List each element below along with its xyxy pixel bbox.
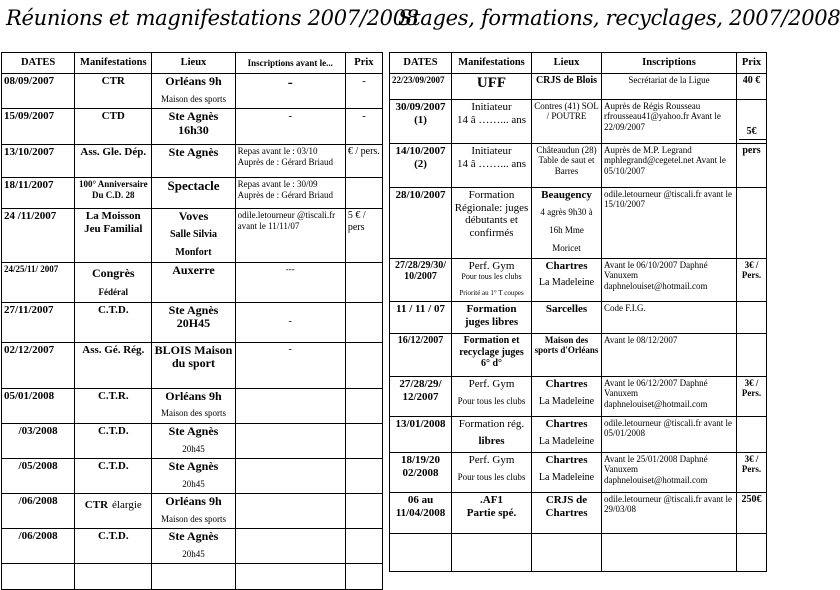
row-date: 27/28/29/ 12/2007: [390, 377, 452, 417]
row-lieu: Beaugency 4 agrès 9h30 à 16h Mme Moricet: [532, 188, 602, 259]
row-date: 27/28/29/30/ 10/2007: [390, 258, 452, 301]
row-manifestation: [452, 534, 532, 572]
table-row: [390, 493, 767, 534]
table-row: [390, 534, 767, 572]
row-date: 13/01/2008: [390, 417, 452, 453]
row-inscription: Secrétariat de la Ligue: [602, 74, 737, 100]
table-row: [2, 529, 383, 564]
row-date: 24/25/11/ 2007: [2, 262, 75, 302]
table-row: [2, 302, 383, 342]
header-inscriptions: Inscriptions avant le...: [235, 53, 345, 74]
row-manifestation: Congrès Fédéral: [75, 262, 152, 302]
row-lieu: Ste Agnès 20h45: [152, 529, 235, 564]
header-prix: Prix: [737, 53, 767, 74]
table-row: [2, 494, 383, 529]
table-row: [390, 377, 767, 417]
row-prix: 3€ / Pers.: [737, 258, 767, 301]
row-manifestation: Formation juges libres: [452, 302, 532, 334]
row-manifestation: CTR élargie: [75, 494, 152, 529]
price-divider: [739, 139, 767, 140]
row-inscription: odile.letourneur @tiscali.fr avant le 15/10/2007: [602, 188, 737, 259]
row-manifestation: Perf. Gym Pour tous les clubs Priorité au 1° T coupes: [452, 258, 532, 301]
row-lieu: Sarcelles: [532, 302, 602, 334]
table-row: [390, 302, 767, 334]
row-prix: [737, 188, 767, 259]
row-lieu: [532, 534, 602, 572]
row-inscription: Repas avant le : 03/10 Auprès de : Gérard Briaud: [235, 145, 345, 178]
header-manifestations: Manifestations: [75, 53, 152, 74]
row-prix: [345, 178, 382, 209]
row-inscription: Avant le 25/01/2008 Daphné Vanuxem daphnelouiset@hotmail.com: [602, 453, 737, 493]
row-date: 06 au 11/04/2008: [390, 493, 452, 534]
row-lieu: BLOIS Maison du sport: [152, 342, 235, 388]
row-inscription: Auprès de Régis Rousseau rfrousseau41@yahoo.fr Avant le 22/09/2007: [602, 100, 737, 144]
row-prix: [345, 494, 382, 529]
row-manifestation: UFF: [452, 74, 532, 100]
row-prix: [345, 423, 382, 458]
row-manifestation: C.T.D.: [75, 423, 152, 458]
row-lieu: [152, 564, 235, 590]
table-row: [2, 564, 383, 590]
row-prix: 40 €: [737, 74, 767, 100]
row-date: 14/10/2007 (2): [390, 144, 452, 188]
left-title: Réunions et magnifestations 2007/2008: [6, 6, 419, 30]
row-lieu: Orléans 9h Maison des sports: [152, 494, 235, 529]
row-date: /03/2008: [2, 423, 75, 458]
row-prix: -: [345, 109, 382, 145]
row-prix: -: [345, 74, 382, 109]
table-row: [390, 258, 767, 301]
row-lieu: Châteaudun (28) Table de saut et Barres: [532, 144, 602, 188]
table-row: [390, 453, 767, 493]
row-prix: [345, 262, 382, 302]
row-manifestation: Initiateur 14 â ……... ans: [452, 144, 532, 188]
row-prix: 3€ / Pers.: [737, 377, 767, 417]
row-date: 18/19/20 02/2008: [390, 453, 452, 493]
table-row: [2, 109, 383, 145]
stages-table: [389, 52, 767, 572]
header-manifestations: Manifestations: [452, 53, 532, 74]
row-date: 11 / 11 / 07: [390, 302, 452, 334]
row-manifestation: CTD: [75, 109, 152, 145]
row-manifestation: CTR: [75, 74, 152, 109]
row-date: 18/11/2007: [2, 178, 75, 209]
reunions-table: [1, 52, 383, 590]
header-inscriptions: Inscriptions: [602, 53, 737, 74]
row-manifestation: Ass. Gé. Rég.: [75, 342, 152, 388]
row-lieu: Chartres La Madeleine: [532, 417, 602, 453]
row-lieu: Ste Agnès 20H45: [152, 302, 235, 342]
table-header-row: [2, 53, 383, 74]
table-row: [2, 388, 383, 423]
row-lieu: Spectacle: [152, 178, 235, 209]
row-date: 02/12/2007: [2, 342, 75, 388]
row-prix: 3€ / Pers.: [737, 453, 767, 493]
row-prix: [737, 334, 767, 377]
row-inscription: [602, 534, 737, 572]
table-row: [390, 417, 767, 453]
row-manifestation: [75, 564, 152, 590]
row-date: 30/09/2007 (1): [390, 100, 452, 144]
row-date: 15/09/2007: [2, 109, 75, 145]
table-row: [2, 423, 383, 458]
row-lieu: Ste Agnès 20h45: [152, 423, 235, 458]
row-prix: [345, 342, 382, 388]
row-date: 08/09/2007: [2, 74, 75, 109]
row-inscription: Repas avant le : 30/09 Auprès de : Gérard Briaud: [235, 178, 345, 209]
row-date: [390, 534, 452, 572]
row-manifestation: C.T.D.: [75, 529, 152, 564]
row-inscription: [235, 388, 345, 423]
row-manifestation: .AF1 Partie spé.: [452, 493, 532, 534]
row-lieu: Contres (41) SOL / POUTRE: [532, 100, 602, 144]
row-lieu: Auxerre: [152, 262, 235, 302]
row-manifestation: Perf. Gym Pour tous les clubs: [452, 453, 532, 493]
row-inscription: [235, 458, 345, 493]
row-inscription: Code F.I.G.: [602, 302, 737, 334]
table-row: [2, 342, 383, 388]
row-inscription: Avant le 06/12/2007 Daphné Vanuxem daphnelouiset@hotmail.com: [602, 377, 737, 417]
row-lieu: CRJS de Blois: [532, 74, 602, 100]
row-lieu: Chartres La Madeleine: [532, 258, 602, 301]
header-dates: DATES: [390, 53, 452, 74]
row-date: 05/01/2008: [2, 388, 75, 423]
row-date: 28/10/2007: [390, 188, 452, 259]
row-date: /05/2008: [2, 458, 75, 493]
header-prix: Prix: [345, 53, 382, 74]
right-title: Stages, formations, recyclages, 2007/2008: [398, 6, 840, 30]
row-date: /06/2008: [2, 529, 75, 564]
row-manifestation: Perf. Gym Pour tous les clubs: [452, 377, 532, 417]
row-inscription: odile.letourneur @tiscali.fr avant le 11/11/07: [235, 209, 345, 263]
row-inscription: [235, 564, 345, 590]
row-date: /06/2008: [2, 494, 75, 529]
table-row: [390, 188, 767, 259]
row-manifestation: Formation Régionale: juges débutants et confirmés: [452, 188, 532, 259]
table-row: [2, 262, 383, 302]
row-lieu: Voves Salle Silvia Monfort: [152, 209, 235, 263]
row-inscription: ---: [235, 262, 345, 302]
row-manifestation: C.T.D.: [75, 302, 152, 342]
row-inscription: odile.letourneur @tiscali.fr avant le 29/03/08: [602, 493, 737, 534]
row-inscription: Avant le 06/10/2007 Daphné Vanuxem daphnelouiset@hotmail.com: [602, 258, 737, 301]
table-row: [2, 178, 383, 209]
row-date: 13/10/2007: [2, 145, 75, 178]
row-lieu: Chartres La Madeleine: [532, 377, 602, 417]
row-prix: € / pers.: [345, 145, 382, 178]
table-row: [2, 458, 383, 493]
table-row: [390, 334, 767, 377]
row-inscription: [235, 494, 345, 529]
row-manifestation: 100° Anniversaire Du C.D. 28: [75, 178, 152, 209]
header-dates: DATES: [2, 53, 75, 74]
row-prix: 250€: [737, 493, 767, 534]
row-prix: 5 € / pers: [345, 209, 382, 263]
table-header-row: [390, 53, 767, 74]
row-prix: [345, 458, 382, 493]
row-manifestation: Formation et recyclage juges 6° d°: [452, 334, 532, 377]
row-inscription: -: [235, 342, 345, 388]
row-prix: [737, 302, 767, 334]
row-date: 22/23/09/2007: [390, 74, 452, 100]
row-lieu: Ste Agnès: [152, 145, 235, 178]
table-row: [2, 74, 383, 109]
row-prix: [345, 529, 382, 564]
row-prix: 5€: [737, 100, 767, 144]
row-inscription: Auprès de M.P. Legrand mphlegrand@cegetel.net Avant le 05/10/2007: [602, 144, 737, 188]
row-lieu: Orléans 9h Maison des sports: [152, 388, 235, 423]
row-date: 16/12/2007: [390, 334, 452, 377]
table-row: [390, 144, 767, 188]
table-row: [2, 209, 383, 263]
row-manifestation: La Moisson Jeu Familial: [75, 209, 152, 263]
row-lieu: Ste Agnès 16h30: [152, 109, 235, 145]
row-lieu: Orléans 9h Maison des sports: [152, 74, 235, 109]
table-row: [2, 145, 383, 178]
row-date: 27/11/2007: [2, 302, 75, 342]
table-row: [390, 74, 767, 100]
row-manifestation: Formation rég. libres: [452, 417, 532, 453]
row-inscription: odile.letourneur @tiscali.fr avant le 05/01/2008: [602, 417, 737, 453]
row-prix: [345, 302, 382, 342]
row-manifestation: Initiateur 14 â ……... ans: [452, 100, 532, 144]
row-lieu: Chartres La Madeleine: [532, 453, 602, 493]
row-inscription: Avant le 08/12/2007: [602, 334, 737, 377]
row-date: 24 /11/2007: [2, 209, 75, 263]
table-row: [390, 100, 767, 144]
row-inscription: [235, 423, 345, 458]
row-date: [2, 564, 75, 590]
row-inscription: -: [235, 302, 345, 342]
row-prix: [737, 534, 767, 572]
row-lieu: Ste Agnès 20h45: [152, 458, 235, 493]
row-inscription: [235, 529, 345, 564]
row-lieu: CRJS de Chartres: [532, 493, 602, 534]
row-manifestation: C.T.R.: [75, 388, 152, 423]
row-inscription: -: [235, 74, 345, 109]
row-manifestation: Ass. Gle. Dép.: [75, 145, 152, 178]
row-manifestation: C.T.D.: [75, 458, 152, 493]
row-prix: [345, 388, 382, 423]
row-prix: [345, 564, 382, 590]
row-lieu: Maison des sports d'Orléans: [532, 334, 602, 377]
header-lieux: Lieux: [152, 53, 235, 74]
row-prix: [737, 417, 767, 453]
row-prix: pers: [737, 144, 767, 188]
row-inscription: -: [235, 109, 345, 145]
header-lieux: Lieux: [532, 53, 602, 74]
